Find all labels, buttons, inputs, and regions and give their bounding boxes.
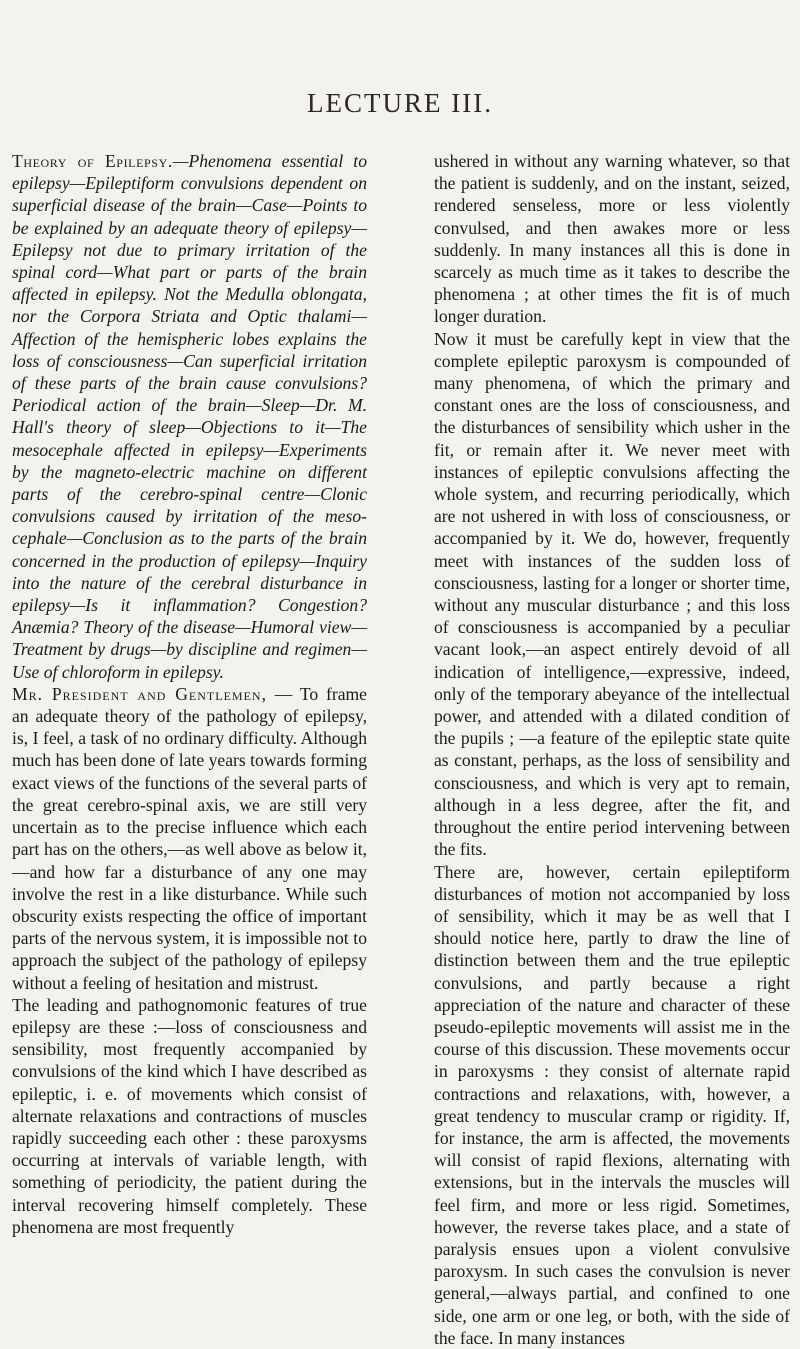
opening-address xyxy=(12,683,367,994)
summary-lead: Theory of Epilepsy. xyxy=(12,151,173,171)
lecture-heading: LECTURE III. xyxy=(307,88,493,118)
address-salutation: Mr. President and Gentlemen, xyxy=(12,683,267,704)
chapter-summary xyxy=(12,150,367,683)
right-column xyxy=(434,150,790,1349)
paragraph: There are, however, certain epileptiform disturbances of motion not accompanied by loss of sensibility, which it may be as well that I should notice here, partly to draw the line of distinction between them and the true epileptic convulsions, and partly because a right appreciation of the nature and character of these pseudo-epileptic movements will assist me in the course of this discussion. These movements occur in paroxysms : they consist of alternate rapid contractions and relaxations, with, however, a great tendency to muscular cramp or rigidity. If, for instance, the arm is affected, the movements will consist of rapid flexions, alternating with extensions, but in the intervals the muscles will feel firm, and more or less rigid. Sometimes, however, the reverse takes place, and a state of paralysis ensues upon a violent convulsive paroxysm. In such cases the convulsion is never general,—always partial, and confined to one side, one arm or one leg, or both, with the side of the face. In many instances xyxy=(434,861,790,1348)
paragraph: Now it must be carefully kept in view that the complete epileptic paroxysm is compounded of many phenomena, of which the primary and constant ones are the loss of consciousness, and the disturbances of sensibility which usher in the fit, or remain after it. We never meet with instances of epileptic convulsions affecting the whole system, and recurring periodically, which are not ushered in with loss of consciousness, or accompanied by it. We do, however, frequently meet with instances of the sudden loss of consciousness, lasting for a longer or shorter time, without any muscular disturbance ; and this loss of consciousness is accompanied by a peculiar vacant look,—an aspect entirely devoid of all indication of intelligence,—expressive, indeed, only of the temporary abeyance of the intellectual power, and attended with a dilated condition of the pupils ; —a feature of the epileptic state quite as constant, perhaps, as the loss of sensibility and consciousness, and which is very apt to remain, although in a less degree, after the fit, and throughout the entire period intervening between the fits. xyxy=(434,328,790,860)
address-text: — To frame an adequate theory of the pathology of epilepsy, is, I feel, a task of no ordinary difficulty. Although much has been done of late years towards forming exact views of the functions of the several parts of the great cerebro-spinal axis, we are still very uncertain as to the precise influence which each part has on the others,—as well above as below it,—and how far a disturbance of any one may involve the rest in a like disturbance. While such obscurity exists respecting the office of important parts of the nervous system, it is impossible not to approach the subject of the pathology of epilepsy without a feeling of hesitation and mistrust. xyxy=(12,683,367,993)
summary-text: —Phenomena essential to epilepsy—Epileptiform convulsions dependent on superficial disease of the brain—Case—Points to be explained by an adequate theory of epilepsy—Epilepsy not due to primary irritation of the spinal cord—What part or parts of the brain affected in epilepsy. Not the Medulla oblongata, nor the Corpora Striata and Optic thalami—Affection of the hemispheric lobes explains the loss of consciousness—Can superficial irritation of these parts of the brain cause convulsions? Periodical action of the brain—Sleep—Dr. M. Hall's theory of sleep—Objections to it—The mesocephale affected in epilepsy—Experiments by the magneto-electric machine on different parts of the cerebro-spinal centre—Clonic convulsions caused by irritation of the meso-cephale—Conclusion as to the parts of the brain concerned in the production of epilepsy—Inquiry into the nature of the cerebral disturbance in epilepsy—Is it inflammation? Congestion? Anæmia? Theory of the disease—Humoral view—Treatment by drugs—by discipline and regimen—Use of chloroform in epilepsy. xyxy=(12,151,367,682)
paragraph: ushered in without any warning whatever, so that the patient is suddenly, and on the instant, seized, rendered senseless, more or less violently convulsed, and then awakes more or less suddenly. In many instances all this is done in scarcely as much time as it takes to describe the phenomena ; at other times the fit is of much longer duration. xyxy=(434,151,790,327)
left-column xyxy=(12,150,367,1238)
paragraph: The leading and pathognomonic features of true epilepsy are these :—loss of consciousness and sensibility, most frequently accompanied by convulsions of the kind which I have described as epileptic, i. e. of movements which consist of alternate relaxations and contractions of muscles rapidly succeeding each other : these paroxysms occurring at intervals of variable length, with something of periodicity, the patient during the interval recovering himself completely. These phenomena are most frequently xyxy=(12,994,367,1237)
